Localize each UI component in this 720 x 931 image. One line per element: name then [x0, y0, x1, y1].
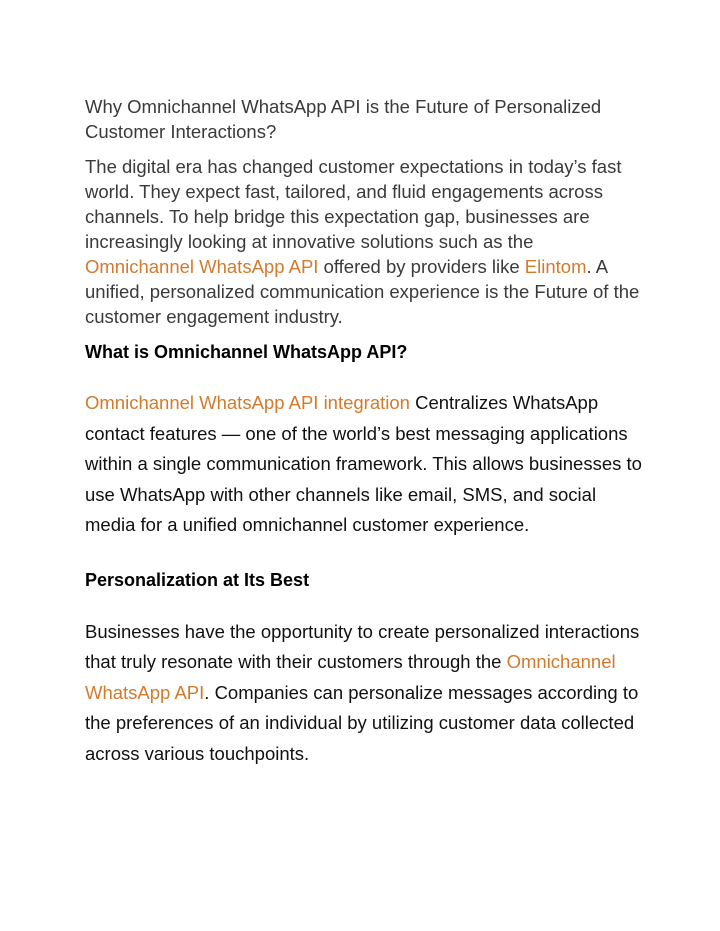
intro-text-2: offered by providers like [318, 256, 525, 277]
omnichannel-api-link-2[interactable]: Omnichannel WhatsApp API [85, 651, 616, 703]
intro-text-1: The digital era has changed customer expectations in today’s fast world. They expect fast, tailored, and fluid engagements across channels. To help bridge this expectation gap, businesses are increasingly looking at innovative solutions such as the [85, 156, 622, 252]
document-title: Why Omnichannel WhatsApp API is the Future of Personalized Customer Interactions? [85, 96, 602, 142]
elintom-link[interactable]: Elintom [524, 256, 587, 277]
document-page [85, 94, 645, 769]
section2-text-1: Businesses have the opportunity to create personalized interactions that truly resonate with their customers through the [85, 620, 640, 672]
section2-paragraph [85, 617, 645, 770]
omnichannel-api-link[interactable]: Omnichannel WhatsApp API [85, 256, 319, 277]
section1-paragraph [85, 388, 645, 541]
section1-text: Centralizes WhatsApp contact features — one of the world’s best messaging applications within a single communication framework. This allows businesses to use WhatsApp with other channels like email, SMS, and social media for a unified omnichannel customer experience. [85, 392, 642, 535]
section2-text-2: . Companies can personalize messages according to the preferences of an individual by utilizing customer data collected across various touchpoints. [85, 681, 639, 764]
intro-paragraph [85, 154, 645, 329]
intro-text-3: . A unified, personalized communication experience is the Future of the customer engagement industry. [85, 256, 640, 327]
section-heading-personalization: Personalization at Its Best [85, 569, 310, 590]
section-heading-what-is: What is Omnichannel WhatsApp API? [85, 342, 408, 362]
api-integration-link[interactable]: Omnichannel WhatsApp API integration [85, 392, 410, 413]
